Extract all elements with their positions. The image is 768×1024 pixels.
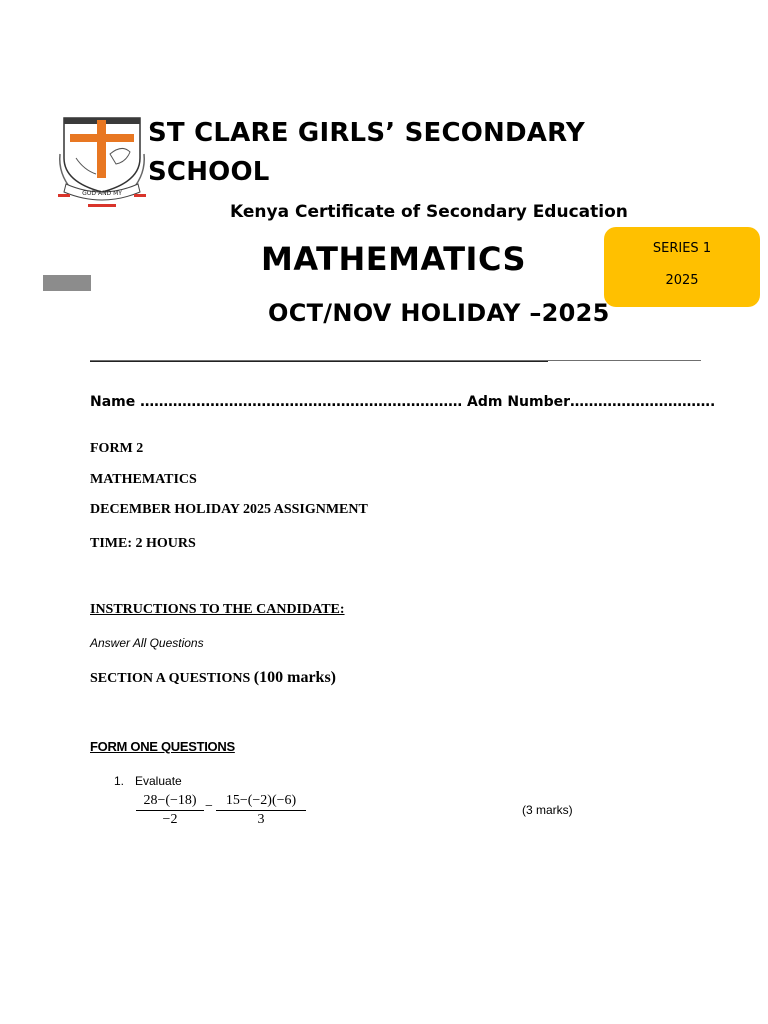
section-a-heading: [90, 669, 336, 687]
section-a-label: SECTION A QUESTIONS: [90, 671, 254, 686]
divider-line-dark: [90, 361, 548, 362]
section-a-marks: (100 marks): [253, 669, 337, 686]
fraction-2-denominator: 3: [257, 812, 265, 827]
series-badge: [604, 227, 760, 307]
crest-motto: GOD AND MY: [82, 190, 122, 197]
instructions-text: Answer All Questions: [90, 636, 204, 650]
series-label: SERIES 1: [652, 241, 712, 256]
exam-body-title: Kenya Certificate of Secondary Education: [230, 202, 628, 222]
time-label: TIME: 2 HOURS: [90, 536, 196, 551]
instructions-heading: INSTRUCTIONS TO THE CANDIDATE:: [90, 602, 345, 617]
candidate-name-adm-line[interactable]: Name …………………………………………………………… Adm Number………………………….: [90, 394, 716, 410]
fraction-1-denominator: −2: [162, 812, 178, 827]
question-number: 1.: [114, 774, 125, 788]
question-group-heading: FORM ONE QUESTIONS: [90, 739, 235, 754]
school-name-line1: ST CLARE GIRLS’ SECONDARY: [148, 118, 585, 148]
grey-marker-block: [43, 275, 91, 291]
exam-term-title: OCT/NOV HOLIDAY –2025: [268, 299, 610, 327]
subject-title: MATHEMATICS: [261, 240, 527, 278]
assignment-label: DECEMBER HOLIDAY 2025 ASSIGNMENT: [90, 502, 368, 517]
subject-label: MATHEMATICS: [90, 472, 197, 487]
school-crest-logo: [56, 114, 148, 210]
school-name-line2: SCHOOL: [148, 157, 270, 187]
fraction-2: [216, 792, 306, 829]
fraction-1-numerator: 28−(−18): [136, 792, 204, 811]
fraction-2-numerator: 15−(−2)(−6): [216, 792, 306, 811]
school-crest-icon: [56, 114, 148, 210]
question-marks: (3 marks): [522, 803, 573, 817]
expression-operator: −: [205, 799, 213, 814]
form-label: FORM 2: [90, 441, 144, 456]
school-name: [148, 114, 628, 192]
series-year: 2025: [665, 273, 699, 288]
fraction-1: [136, 792, 204, 829]
question-prompt: Evaluate: [135, 774, 182, 788]
